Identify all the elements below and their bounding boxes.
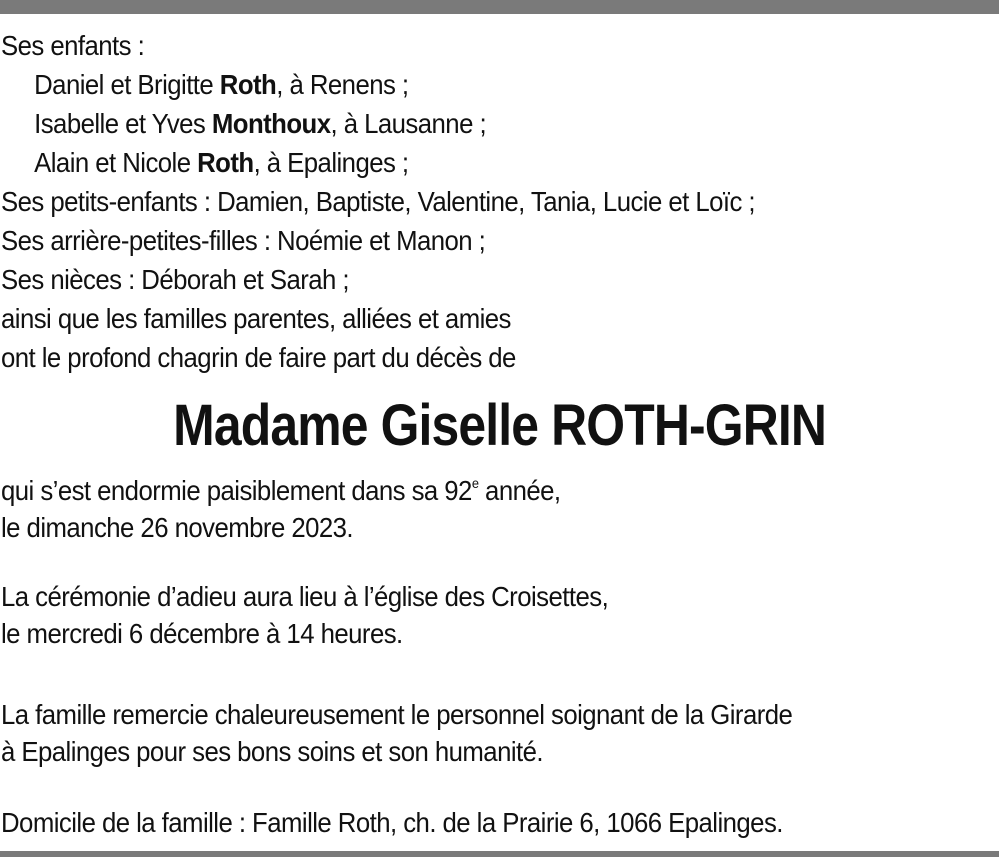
children-heading: Ses enfants : xyxy=(1,30,145,61)
date-line: le dimanche 26 novembre 2023. xyxy=(1,512,354,543)
age-line: qui s’est endormie paisiblement dans sa 92e année, xyxy=(1,475,561,506)
announcement-line: ont le profond chagrin de faire part du décès de xyxy=(1,342,516,373)
deceased-name: Madame Giselle ROTH-GRIN xyxy=(173,393,826,458)
families-line: ainsi que les familles parentes, alliées et amies xyxy=(1,303,511,334)
thanks-line-1: La famille remercie chaleureusement le personnel soignant de la Girarde xyxy=(1,699,793,730)
ceremony-info xyxy=(1,578,608,652)
family-list xyxy=(1,26,912,377)
domicile-info xyxy=(1,804,783,841)
ceremony-date: le mercredi 6 décembre à 14 heures. xyxy=(1,618,403,649)
child-entry: Daniel et Brigitte Roth, à Renens ; xyxy=(34,69,409,100)
thanks-line-2: à Epalinges pour ses bons soins et son humanité. xyxy=(1,736,544,767)
thanks-info xyxy=(1,696,792,770)
great-grandchildren-line: Ses arrière-petites-filles : Noémie et Manon ; xyxy=(1,225,486,256)
domicile-line: Domicile de la famille : Famille Roth, ch. de la Prairie 6, 1066 Epalinges. xyxy=(1,807,783,838)
child-entry: Alain et Nicole Roth, à Epalinges ; xyxy=(34,147,409,178)
death-info xyxy=(1,472,561,546)
bottom-rule xyxy=(0,851,999,857)
nieces-line: Ses nièces : Déborah et Sarah ; xyxy=(1,264,350,295)
grandchildren-line: Ses petits-enfants : Damien, Baptiste, Valentine, Tania, Lucie et Loïc ; xyxy=(1,186,756,217)
ceremony-location: La cérémonie d’adieu aura lieu à l’église des Croisettes, xyxy=(1,581,609,612)
child-entry: Isabelle et Yves Monthoux, à Lausanne ; xyxy=(34,108,487,139)
top-rule xyxy=(0,0,999,14)
